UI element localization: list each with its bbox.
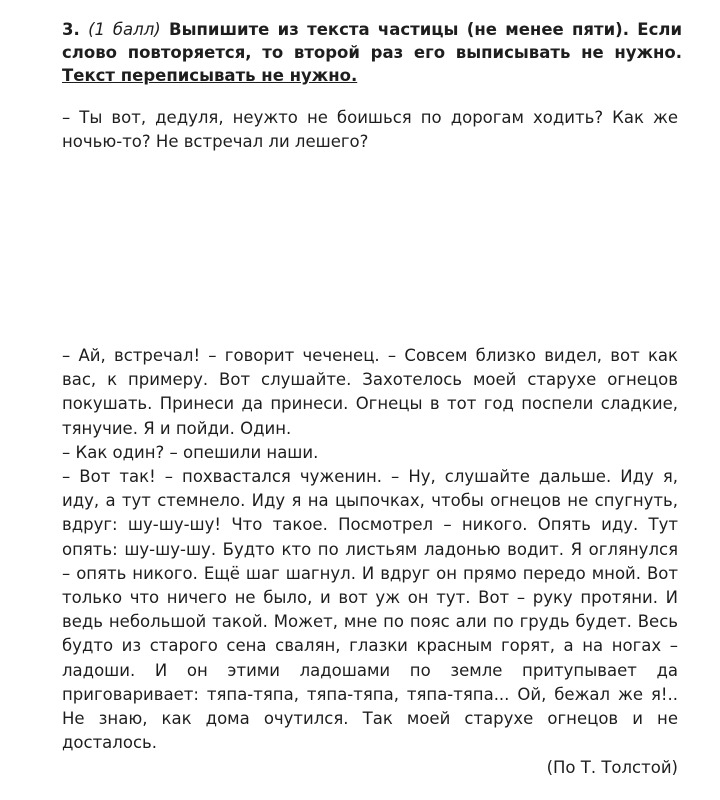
intro-text xyxy=(62,106,678,154)
story-text xyxy=(62,344,678,755)
author-attribution: (По Т. Толстой) xyxy=(546,758,678,777)
intro-paragraph: – Ты вот, дедуля, неужто не боишься по дорогам ходить? Как же ночью-то? Не встречал ли лешего? xyxy=(62,108,678,152)
task-header xyxy=(62,18,682,87)
task-points: (1 балл) xyxy=(88,20,161,39)
story-paragraph: – Как один? – опешили наши. xyxy=(62,442,319,462)
task-number: 3. xyxy=(62,20,80,39)
story-paragraph: – Ай, встречал! – говорит чеченец. – Совсем близко видел, вот как вас, к примеру. Вот слушайте. Захотелось моей старухе огнецов покушать. Принеси да принеси. Огнецы в тот год поспели сладкие, тянучие. Я и пойди. Один. xyxy=(62,346,678,438)
story-paragraph: – Вот так! – похвастался чуженин. – Ну, слушайте дальше. Иду я, иду, а тут стемнело. Иду я на цыпочках, чтобы огнецов не спугнуть, вдруг: шу-шу-шу! Что такое. Посмотрел – никого. Опять иду. Тут опять: шу-шу-шу. Будто кто по листьям ладонью водит. Я оглянулся – опять никого. Ещё шаг шагнул. И вдруг он прямо передо мной. Вот только что ничего не было, и вот уж он тут. Вот – руку протяни. И ведь небольшой такой. Может, мне по пояс али по грудь будет. Весь будто из старого сена свалян, глазки красным горят, а на ногах – ладоши. И он этими ладошами по земле притупывает да приговаривает: тяпа-тяпа, тяпа-тяпа, тяпа-тяпа... Ой, бежал же я!.. Не знаю, как дома очутился. Так моей старухе огнецов и не досталось. xyxy=(62,467,678,753)
task-instruction: Выпишите из текста частицы (не менее пяти). Если слово повторяется, то второй раз его выписывать не нужно. xyxy=(62,20,682,62)
task-note: Текст переписывать не нужно. xyxy=(62,66,358,85)
